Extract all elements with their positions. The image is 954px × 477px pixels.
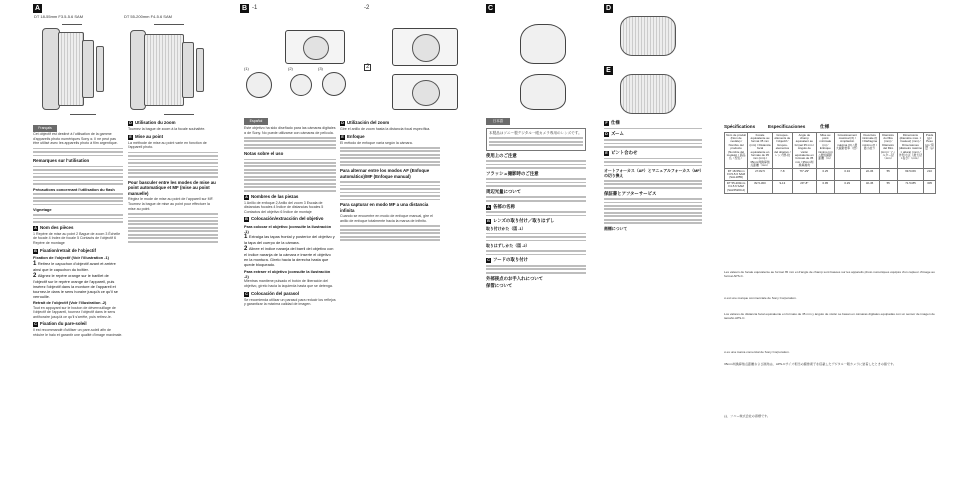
japanese-trademark-title: 商標について bbox=[604, 225, 628, 231]
french-column-1 bbox=[33, 132, 123, 472]
japanese-s1: 使用上のご注意 bbox=[486, 152, 517, 158]
japanese-intro: 本製品はソニー製デジタル一眼カメラ専用のレンズです。 bbox=[489, 131, 582, 135]
lens-a-model: DT 18-55mm F3.5-5.6 SAM bbox=[34, 14, 84, 19]
spec-cell: 27-82.5 bbox=[748, 169, 773, 181]
spanish-column-2 bbox=[340, 118, 440, 472]
spanish-b-sub2: Para extraer el objetivo (consulte la ilustración -2) bbox=[244, 268, 331, 279]
spanish-column-1 bbox=[244, 126, 336, 472]
spec-header: Groupes-éléments de l'objectif / Grupos-elementos del objetivo / レンズ群-枚 bbox=[772, 133, 792, 169]
spec-cell: 7-8 bbox=[772, 169, 792, 181]
lens-hood-reversed-illustration bbox=[520, 74, 566, 110]
language-tab-french: Français bbox=[33, 125, 57, 132]
camera-body-illustration bbox=[285, 30, 345, 64]
panel-letter-d: D bbox=[605, 5, 612, 12]
french-section-a: A Nom des pièces bbox=[34, 224, 74, 230]
spec-trademark-fr: α est une marque commerciale de Sony Corporation. bbox=[724, 296, 797, 300]
lens-a-rear-cap bbox=[96, 46, 104, 92]
lens-b-mount bbox=[182, 42, 194, 98]
fig-b-step-2: (2) bbox=[288, 66, 293, 71]
french-manual-title: Pour basculer entre les modes de mise au point automatique et MF (mise au point manuelle) bbox=[128, 179, 216, 196]
french-section-a-text: 1 Repère de mise au point 2 Bague de zoom 3 Échelle de focale 4 Index de focale 5 Contacts de l'objectif 6 Repère de montage bbox=[33, 231, 121, 245]
spanish-section-a: A Nombres de las piezas bbox=[245, 193, 299, 199]
french-remarks-title: Remarques sur l'utilisation bbox=[33, 158, 90, 164]
spec-header: Angle de champ équivalent au format 35 mm / Ángulo de visión equivalente en formato de 35 mm / 35mm判換算画角 bbox=[792, 133, 816, 169]
spec-cell: DT 55-200mm F4-5.6 SAM (SAL55200-2) bbox=[725, 181, 748, 193]
spec-cell: 305 bbox=[924, 181, 936, 193]
spec-trademark-es: α es una marca comercial de Sony Corporation. bbox=[724, 350, 790, 354]
spec-cell: 0.34 bbox=[834, 169, 860, 181]
camera-with-lens-illustration bbox=[392, 28, 458, 66]
spec-cell: 76°-29° bbox=[792, 169, 816, 181]
japanese-section-e: E ピント合わせ bbox=[605, 149, 638, 155]
french-section-e-text: La méthode de mise au point varie en fonction de l'appareil photo. bbox=[128, 140, 207, 150]
japanese-section-b: B レンズの取り付け／取りはずし bbox=[487, 218, 555, 224]
lens-b-model: DT 55-200mm F4-5.6 SAM bbox=[124, 14, 172, 19]
spec-header-row bbox=[725, 133, 936, 169]
spec-header: Grossissement maximal (X) / Ampliación máxima (X) / 最大撮影倍率（倍） bbox=[834, 133, 860, 169]
spanish-section-b: B Colocación/extracción del objetivo bbox=[245, 216, 324, 222]
spanish-close-title: Para capturar en modo MF a una distancia infinita bbox=[340, 202, 429, 213]
spec-cell: 22-36 bbox=[860, 169, 879, 181]
zoom-ring-illustration bbox=[620, 16, 676, 56]
fig-b-tag-b2: 2 bbox=[366, 64, 370, 70]
spec-header: Nom de produit (Nom de modèle) / Nombre del producto (Nombre del modelo) / 商品名（型名） bbox=[725, 133, 748, 169]
spanish-b-step-1: 1 Extraiga las tapas frontal y posterior del objetivo y la tapa del cuerpo de la cámara. bbox=[244, 234, 335, 246]
spec-cell: 29°-8° bbox=[792, 181, 816, 193]
french-section-d-text: Tournez la bague de zoom à la focale souhaitée. bbox=[128, 127, 206, 131]
french-manual-text: Réglez le mode de mise au point de l'appareil sur MF. Tournez la bague de mise au point pour effectuer la mise au point. bbox=[128, 197, 214, 211]
spec-title-fr: Spécifications bbox=[724, 124, 756, 129]
japanese-s3: 周辺光量について bbox=[486, 188, 522, 194]
japanese-column-2 bbox=[604, 118, 702, 472]
spanish-section-d-text: Gire el anillo de zoom hasta la distancia focal específica. bbox=[340, 127, 431, 131]
callout-line bbox=[164, 114, 194, 115]
language-tab-japanese: 日本語 bbox=[486, 118, 510, 125]
spanish-close-text: Cuando se encuentre en modo de enfoque manual, gire el anillo de enfoque totalmente hacia la marca de infinito. bbox=[340, 214, 433, 223]
japanese-b1: 取り付けかた（図 -1） bbox=[486, 225, 526, 231]
callout-line bbox=[154, 24, 184, 25]
lens-b-rear-cap bbox=[196, 48, 204, 92]
french-section-e: E Mise au point bbox=[129, 133, 164, 139]
fig-b-step-3: (3) bbox=[318, 66, 323, 71]
french-b-sub1: Fixation de l'objectif (Voir l'illustration -1) bbox=[33, 255, 109, 260]
spec-note-fr: Les valeurs de focale équivalente au format 35 mm et d'angle de champ sont basées sur les appareils photo numériques équipés d'un capteur d'image au format APS-C. bbox=[724, 270, 935, 278]
spanish-af-title: Para alternar entre los modos AF (Enfoque automático)/MF (Enfoque manual) bbox=[340, 168, 430, 179]
spec-cell: 0.29 bbox=[834, 181, 860, 193]
spec-cell: 82.5-300 bbox=[748, 181, 773, 193]
callout-line bbox=[62, 24, 82, 25]
spec-header: Diamètre du filtre (mm) / Diámetro del filtro (mm) / フィルター径（mm） bbox=[879, 133, 897, 169]
lens-cap-illustration bbox=[246, 72, 272, 98]
french-column-2 bbox=[128, 118, 218, 472]
japanese-e-sub: オートフォーカス（AF）とマニュアルフォーカス（MF）の切り換え bbox=[604, 168, 702, 179]
french-b-sub2: Retrait de l'objectif (Voir l'illustration -2) bbox=[33, 300, 107, 305]
spec-note-ja: 35mm判換算焦点距離および画角は、APS-Cサイズ相当の撮像素子を搭載したデジタル一眼カメラに装着したときの値です。 bbox=[724, 362, 897, 366]
spec-title-es: Especificaciones bbox=[768, 124, 806, 129]
panel-letter-e: E bbox=[604, 66, 613, 75]
spec-header: Focale équivalente au format 35 mm (mm) / Distancia focal equivalente en formato de 35 mm (mm) / 35mm判換算焦点距離（mm） bbox=[749, 132, 771, 168]
spanish-section-c-text: Se recomienda utilizar un parasol para reducir los reflejos y garantizar la máxima calidad de imagen. bbox=[244, 297, 336, 307]
spec-header: Dimensions (diamètre max. × hauteur) (mm) / Dimensiones (diámetro máximo × altura) (mm) / 外形寸法（最大径×長さ）（mm） bbox=[897, 133, 923, 169]
spec-cell: 55 bbox=[879, 181, 897, 193]
spec-cell: 9-13 bbox=[772, 181, 792, 193]
spec-row bbox=[725, 181, 936, 193]
body-cap-illustration bbox=[322, 72, 346, 96]
spec-header: Poids (g) / Peso (g) / 質量（g） bbox=[924, 133, 936, 169]
spanish-section-e: E Enfoque bbox=[341, 133, 365, 139]
japanese-section-a: A 各部の名称 bbox=[487, 203, 515, 209]
focus-ring-illustration bbox=[620, 74, 676, 114]
japanese-s2: フラッシュ撮影時のご注意 bbox=[486, 170, 539, 176]
spec-title-ja: 仕様 bbox=[820, 124, 830, 129]
spec-cell: DT 18-55mm F3.5-5.6 SAM (SAL1855) bbox=[725, 169, 748, 181]
panel-letter-c: C bbox=[487, 5, 494, 12]
spec-cell: 0.25 bbox=[816, 169, 834, 181]
french-b-step-2: 2 Alignez le repère orange sur le barillet de l'objectif sur le repère orange de l'appareil, puis insérez l'objectif dans la monture de l'appareil et tournez-le dans le sens horaire jusqu'à ce qu'il se verrouille. bbox=[33, 272, 118, 299]
japanese-column-1 bbox=[486, 126, 586, 472]
lens-b-illustration bbox=[124, 20, 214, 120]
french-intro: Cet objectif est destiné à l'utilisation de la gamme d'appareils photo numériques Sony α. Il ne peut pas être utilisé avec les appareils photo à film argentique. bbox=[33, 132, 118, 146]
lens-b-barrel bbox=[144, 34, 184, 106]
camera-lens-remove-illustration bbox=[392, 74, 458, 110]
lens-a-barrel bbox=[58, 32, 84, 106]
fig-b-tag-1: -1 bbox=[252, 5, 258, 11]
lens-a-illustration bbox=[34, 20, 114, 120]
french-section-d: D Utilisation du zoom bbox=[129, 120, 176, 125]
spanish-section-d: D Utilización del zoom bbox=[341, 120, 390, 125]
french-section-c-text: Il est recommandé d'utiliser un pare-soleil afin de réduire le halo et garantir une qualité d'image maximale. bbox=[33, 328, 123, 337]
spanish-intro: Este objetivo ha sido diseñado para las cámaras digitales α de Sony. No puede utilizarse con cámaras de película. bbox=[244, 126, 336, 135]
french-section-b: B Fixation/retrait de l'objectif bbox=[34, 247, 96, 253]
spanish-section-e-text: El método de enfoque varía según la cámara. bbox=[340, 140, 413, 145]
spec-cell: 0.95 bbox=[816, 181, 834, 193]
japanese-maint-title: 保証書とアフターサービス bbox=[604, 190, 657, 196]
japanese-s5: 保管について bbox=[486, 283, 513, 289]
spec-table bbox=[724, 132, 936, 194]
fig-b-step-1: (1) bbox=[244, 66, 249, 71]
spanish-b-text2: Mientras mantiene pulsado el botón de liberación del objetivo, gírelo hacia la izquierda hasta que se detenga. bbox=[244, 279, 333, 288]
spec-row bbox=[725, 169, 936, 181]
spanish-section-a-text: 1 Anillo de enfoque 2 Anillo del zoom 3 Escala de distancias focales 4 Índice de distancias focales 5 Contactos del objetivo 6 Índice de montaje bbox=[244, 200, 324, 214]
spec-cell: 32-45 bbox=[860, 181, 879, 193]
spec-cell: 69.5×69 bbox=[897, 169, 923, 181]
french-flash-title: Précautions concernant l'utilisation du flash bbox=[33, 186, 115, 192]
language-tab-spanish: Español bbox=[244, 118, 268, 125]
spec-trademark-ja: は、ソニー株式会社の商標です。 bbox=[724, 414, 771, 418]
spec-cell: 210 bbox=[924, 169, 936, 181]
french-vignetting-title: Vignetage bbox=[33, 207, 52, 213]
spec-note-es: Los valores de distancia focal equivalente en formato de 35 mm y ángulo de visión se basan en cámaras digitales equipadas con un sensor de imagen de tamaño APS-C. bbox=[724, 312, 935, 320]
panel-letter-b: B bbox=[241, 5, 248, 12]
japanese-b2: 取りはずしかた（図 -2） bbox=[486, 243, 530, 249]
spanish-notes-title: Notas sobre el uso bbox=[244, 151, 284, 157]
rear-cap-illustration bbox=[290, 74, 312, 96]
japanese-section-d: D ズーム bbox=[605, 131, 624, 137]
spanish-b-sub1: Para colocar el objetivo (consulte la ilustración -1) bbox=[244, 223, 332, 234]
japanese-intro-box bbox=[486, 128, 586, 151]
japanese-section-c: C フードの取り付け bbox=[487, 257, 528, 263]
japanese-s4: 外部接点のお手入れについて bbox=[486, 275, 543, 281]
french-section-c: C Fixation du pare-soleil bbox=[34, 321, 87, 327]
french-b-step-1: 1 Retirez le capuchon d'objectif avant et arrière ainsi que le capuchon du boîtier. bbox=[33, 260, 116, 272]
lens-a-mount bbox=[82, 40, 94, 98]
panel-letter-a: A bbox=[34, 5, 41, 12]
lens-hood-illustration bbox=[520, 24, 566, 64]
fig-b-tag-2: -2 bbox=[364, 5, 370, 11]
japanese-section-f: F 仕様 bbox=[605, 120, 620, 125]
spanish-b-step-2: 2 Alinee el índice naranja del barril del objetivo con el índice naranja de la cámara e inserte el objetivo en la montura. Gírelo hacia la derecha hasta que quede bloqueado. bbox=[244, 246, 334, 268]
spec-cell: 55 bbox=[879, 169, 897, 181]
spanish-section-c: C Colocación del parasol bbox=[245, 290, 300, 296]
callout-line bbox=[70, 114, 96, 115]
spec-header: Ouverture minimale (f) / Diafragma mínimo (f) / 最小絞り bbox=[860, 133, 879, 169]
spec-header: Mise au point minimale (m) / Enfoque mínimo (m) / 最短撮影距離（m） bbox=[816, 133, 834, 169]
spec-cell: 71.5×85 bbox=[897, 181, 923, 193]
french-b-text2: Tout en appuyant sur le bouton de déverrouillage de l'objectif de l'appareil, tournez l'objectif dans le sens antihoraire jusqu'à ce qu'il s'arrête, puis retirez-le. bbox=[33, 305, 116, 319]
